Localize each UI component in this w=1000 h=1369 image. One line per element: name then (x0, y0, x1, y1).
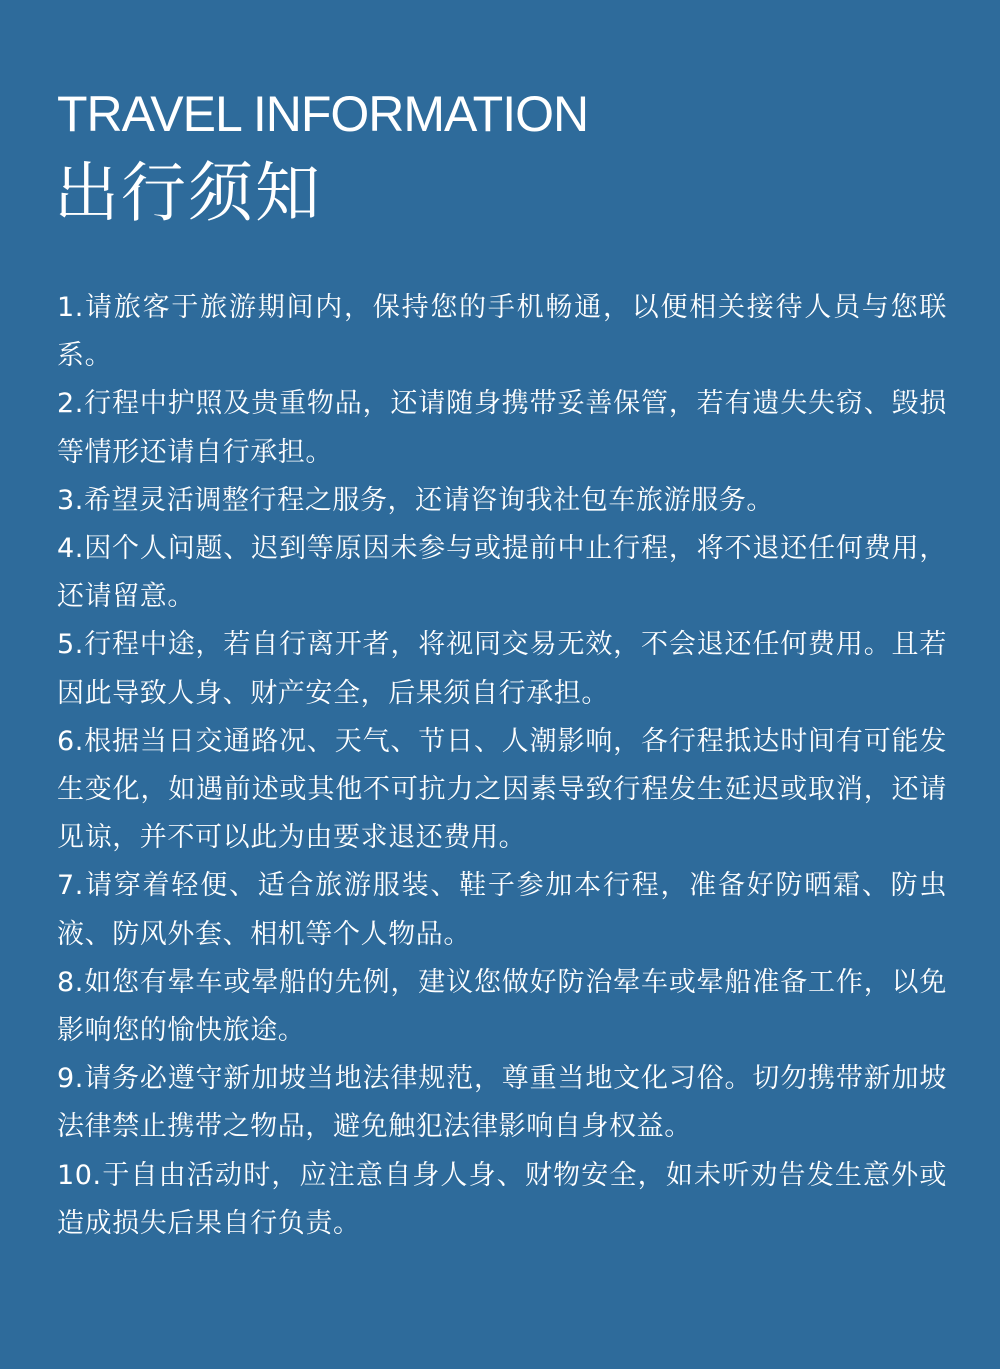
notice-item-1: 1.请旅客于旅游期间内，保持您的手机畅通，以便相关接待人员与您联系。 (57, 292, 947, 372)
notice-item-2: 2.行程中护照及贵重物品，还请随身携带妥善保管，若有遗失失窃、毁损等情形还请自行承担。 (57, 388, 947, 468)
notice-item-8: 8.如您有晕车或晕船的先例，建议您做好防治晕车或晕船准备工作，以免影响您的愉快旅途。 (57, 966, 947, 1047)
page-title-english: TRAVEL INFORMATION (57, 86, 589, 142)
notice-item-5: 5.行程中途，若自行离开者，将视同交易无效，不会退还任何费用。且若因此导致人身、财产安全，后果须自行承担。 (57, 629, 947, 709)
notice-item-3: 3.希望灵活调整行程之服务，还请咨询我社包车旅游服务。 (57, 484, 774, 516)
notice-item-10: 10.于自由活动时，应注意自身人身、财物安全，如未听劝告发生意外或造成损失后果自行负责。 (57, 1159, 947, 1239)
page-title-chinese: 出行须知 (54, 156, 323, 231)
notice-item-6: 6.根据当日交通路况、天气、节日、人潮影响，各行程抵达时间有可能发生变化，如遇前述或其他不可抗力之因素导致行程发生延迟或取消，还请见谅，并不可以此为由要求退还费用。 (57, 725, 947, 854)
notice-item-9: 9.请务必遵守新加坡当地法律规范，尊重当地文化习俗。切勿携带新加坡法律禁止携带之物品，避免触犯法律影响自身权益。 (57, 1063, 947, 1143)
notice-item-4: 4.因个人问题、迟到等原因未参与或提前中止行程，将不退还任何费用，还请留意。 (57, 533, 947, 613)
notice-item-7: 7.请穿着轻便、适合旅游服装、鞋子参加本行程，准备好防晒霜、防虫液、防风外套、相机等个人物品。 (57, 870, 947, 950)
travel-information-panel (54, 82, 947, 1248)
notice-list (57, 284, 947, 1248)
